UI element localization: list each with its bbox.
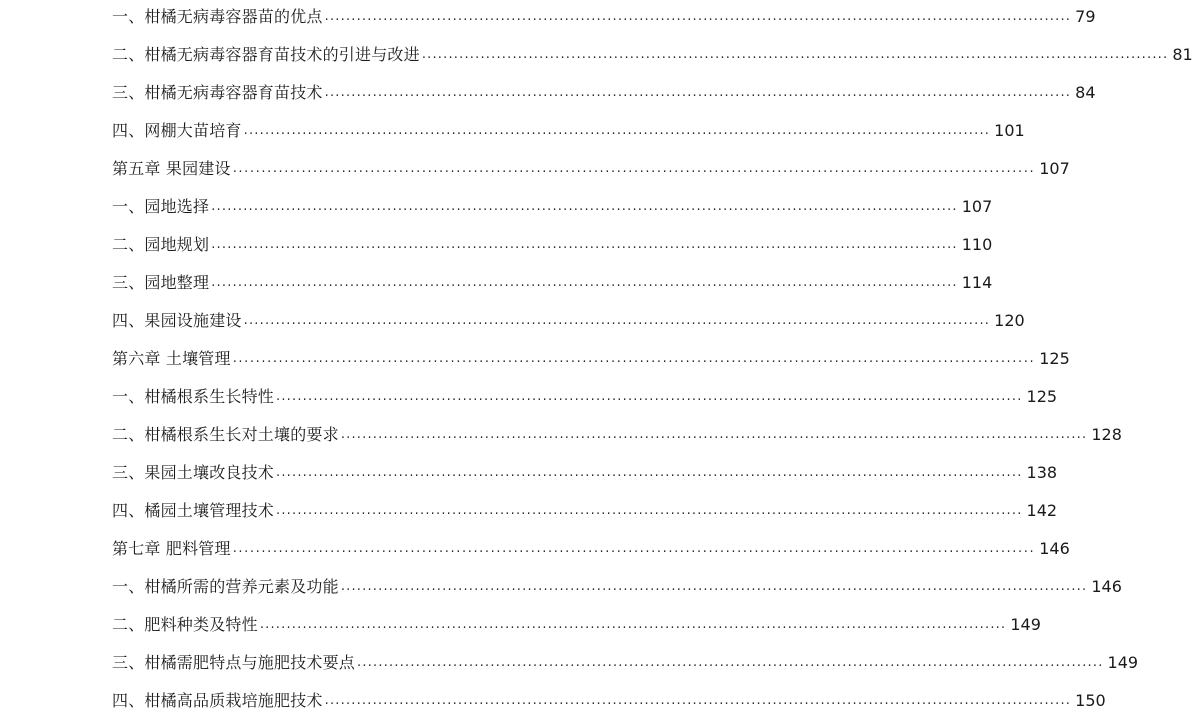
toc-page-number: 81 <box>1172 45 1193 64</box>
toc-page-number: 79 <box>1075 7 1096 26</box>
toc-page-number: 107 <box>961 197 993 216</box>
toc-entry-title: 一、柑橘根系生长特性 <box>112 387 275 406</box>
toc-page-number: 107 <box>1039 159 1070 178</box>
toc-entry-title: 一、柑橘无病毒容器苗的优点 <box>112 7 323 26</box>
toc-chapter-entry <box>112 537 1070 561</box>
toc-entry-title: 四、网棚大苗培育 <box>112 121 242 140</box>
toc-entry-title: 第七章 肥料管理 <box>112 539 231 558</box>
toc-entry-title: 二、柑橘无病毒容器育苗技术的引进与改进 <box>112 45 420 64</box>
toc-chapter-entry <box>112 157 1070 181</box>
toc-chapter-entry <box>112 347 1070 371</box>
toc-entry-title: 二、园地规划 <box>112 235 210 254</box>
toc-dot-leader: ............................................................................................................................................ <box>243 313 991 328</box>
toc-entry-title: 四、果园设施建设 <box>112 311 242 330</box>
toc-entry-title: 四、橘园土壤管理技术 <box>112 501 275 520</box>
toc-page-number: 120 <box>994 311 1025 330</box>
toc-dot-leader: ............................................................................................................................................ <box>324 9 1072 24</box>
toc-section-entry <box>112 461 1058 485</box>
toc-section-entry <box>112 423 1122 447</box>
toc-page-number: 125 <box>1026 387 1058 406</box>
toc-section-entry <box>112 309 1025 333</box>
toc-dot-leader: ............................................................................................................................................ <box>211 199 958 214</box>
toc-section-entry <box>112 119 1025 143</box>
toc-dot-leader: ............................................................................................................................................ <box>232 541 1036 556</box>
toc-dot-leader: ............................................................................................................................................ <box>324 85 1072 100</box>
toc-section-entry <box>112 385 1058 409</box>
toc-section-entry <box>112 5 1096 29</box>
toc-page-number: 146 <box>1039 539 1070 558</box>
toc-section-entry <box>112 233 993 257</box>
toc-section-entry <box>112 195 993 219</box>
toc-page-number: 146 <box>1091 577 1122 596</box>
toc-page-number: 110 <box>961 235 993 254</box>
toc-page-number: 138 <box>1026 463 1058 482</box>
toc-section-entry <box>112 499 1058 523</box>
toc-dot-leader: ............................................................................................................................................ <box>259 617 1007 632</box>
toc-dot-leader: ............................................................................................................................................ <box>276 465 1023 480</box>
toc-page-number: 114 <box>961 273 993 292</box>
toc-section-entry <box>112 43 1193 67</box>
toc-section-entry <box>112 689 1106 713</box>
toc-entry-title: 三、柑橘无病毒容器育苗技术 <box>112 83 323 102</box>
toc-page-number: 142 <box>1026 501 1058 520</box>
toc-page-number: 125 <box>1039 349 1070 368</box>
toc-page-number: 149 <box>1010 615 1041 634</box>
toc-page-number: 84 <box>1075 83 1096 102</box>
toc-page-number: 128 <box>1091 425 1122 444</box>
toc-dot-leader: ............................................................................................................................................ <box>340 579 1088 594</box>
toc-section-entry <box>112 81 1096 105</box>
toc-page-number: 149 <box>1107 653 1139 672</box>
toc-entry-title: 第五章 果园建设 <box>112 159 231 178</box>
toc-entry-title: 第六章 土壤管理 <box>112 349 231 368</box>
toc-section-entry <box>112 271 993 295</box>
toc-dot-leader: ............................................................................................................................................ <box>357 655 1104 670</box>
toc-dot-leader: ............................................................................................................................................ <box>276 503 1023 518</box>
toc-dot-leader: ............................................................................................................................................ <box>232 161 1036 176</box>
toc-entry-title: 四、柑橘高品质栽培施肥技术 <box>112 691 323 710</box>
toc-section-entry <box>112 651 1139 675</box>
toc-entry-title: 二、柑橘根系生长对土壤的要求 <box>112 425 339 444</box>
toc-dot-leader: ............................................................................................................................................ <box>324 693 1072 708</box>
toc-page-number: 150 <box>1075 691 1106 710</box>
toc-page-number: 101 <box>994 121 1025 140</box>
toc-section-entry <box>112 613 1041 637</box>
toc-dot-leader: ............................................................................................................................................ <box>211 275 958 290</box>
toc-entry-title: 二、肥料种类及特性 <box>112 615 258 634</box>
toc-dot-leader: ............................................................................................................................................ <box>340 427 1088 442</box>
toc-dot-leader: ............................................................................................................................................ <box>232 351 1036 366</box>
toc-dot-leader: ............................................................................................................................................ <box>211 237 958 252</box>
toc-dot-leader: ............................................................................................................................................ <box>421 47 1169 62</box>
toc-entry-title: 三、果园土壤改良技术 <box>112 463 275 482</box>
toc-entry-title: 一、园地选择 <box>112 197 210 216</box>
toc-entry-title: 三、园地整理 <box>112 273 210 292</box>
toc-entry-title: 三、柑橘需肥特点与施肥技术要点 <box>112 653 356 672</box>
toc-entry-title: 一、柑橘所需的营养元素及功能 <box>112 577 339 596</box>
toc-dot-leader: ............................................................................................................................................ <box>243 123 991 138</box>
toc-dot-leader: ............................................................................................................................................ <box>276 389 1023 404</box>
toc-section-entry <box>112 575 1122 599</box>
